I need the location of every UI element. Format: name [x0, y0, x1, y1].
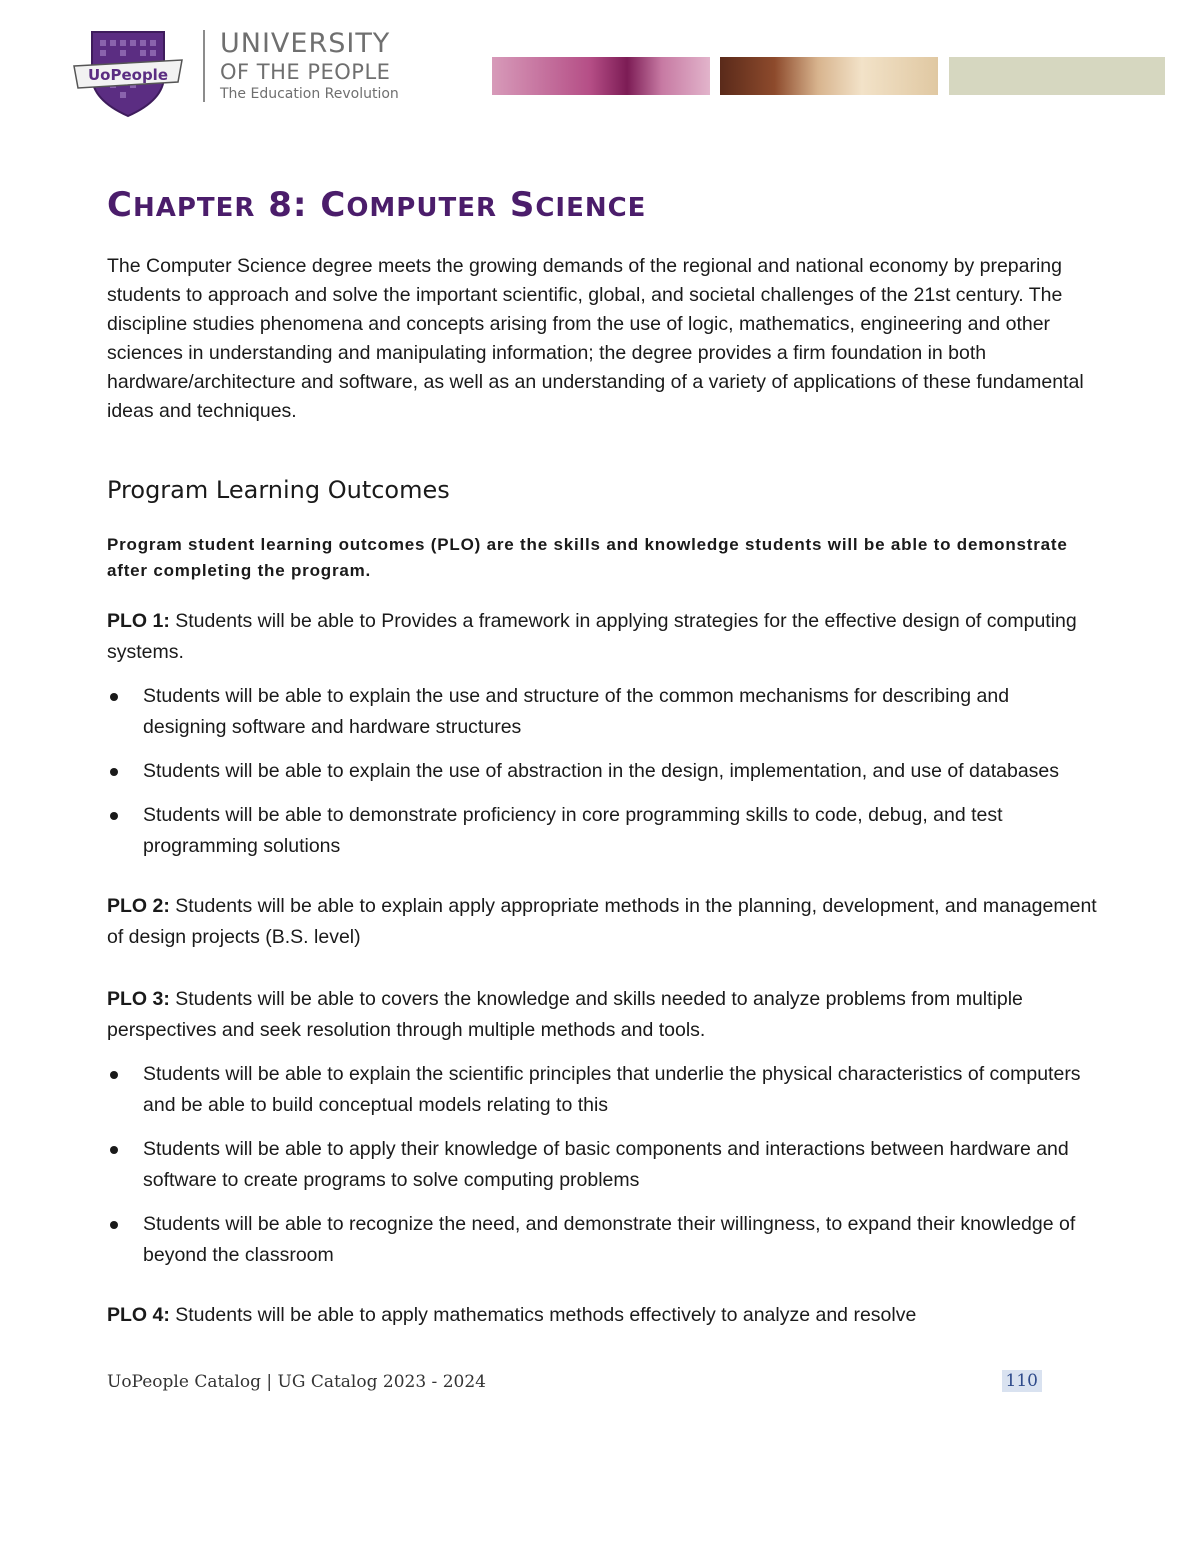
plo-3	[107, 984, 1097, 1046]
bullet-icon	[110, 812, 118, 820]
list-item: Students will be able to explain the use and structure of the common mechanisms for describing and designing software and hardware structures	[107, 681, 1097, 743]
bullet-icon	[110, 1221, 118, 1229]
logo-line-of-the-people: OF THE PEOPLE	[220, 60, 391, 84]
list-item: Students will be able to apply their knowledge of basic components and interactions between hardware and software to create programs to solve computing problems	[107, 1134, 1097, 1196]
plo-2-text: Students will be able to explain apply appropriate methods in the planning, development, and management of design projects (B.S. level)	[107, 895, 1097, 948]
plo-definition: Program student learning outcomes (PLO) are the skills and knowledge students will be able to demonstrate after completing the program.	[107, 535, 1068, 580]
page-footer	[107, 1370, 1042, 1396]
header-banner-photo-2	[720, 57, 938, 95]
footer-catalog-text: UoPeople Catalog | UG Catalog 2023 - 2024	[107, 1372, 486, 1392]
plo-3-label: PLO 3:	[107, 988, 170, 1010]
uopeople-shield-logo	[70, 26, 186, 118]
list-item: Students will be able to explain the use of abstraction in the design, implementation, and use of databases	[107, 756, 1097, 787]
list-item: Students will be able to demonstrate proficiency in core programming skills to code, debug, and test programming solutions	[107, 800, 1097, 862]
chapter-intro: The Computer Science degree meets the growing demands of the regional and national economy by preparing students to approach and solve the important scientific, global, and societal challenges of the 21st century. The discipline studies phenomena and concepts arising from the use of logic, mathematics, engineering and other sciences in understanding and manipulating information; the degree provides a firm foundation in both hardware/architecture and software, as well as an understanding of a variety of applications of these fundamental ideas and techniques.	[107, 255, 1084, 422]
bullet-icon	[110, 768, 118, 776]
list-item: Students will be able to explain the scientific principles that underlie the physical characteristics of computers and be able to build conceptual models relating to this	[107, 1059, 1097, 1121]
plo-2	[107, 891, 1097, 953]
plo-1-bullets	[107, 681, 1097, 862]
bullet-icon	[110, 1146, 118, 1154]
plo-2-label: PLO 2:	[107, 895, 170, 917]
plo-3-text: Students will be able to covers the knowledge and skills needed to analyze problems from multiple perspectives and seek resolution through multiple methods and tools.	[107, 988, 1023, 1041]
header-banner-photo-1	[492, 57, 710, 95]
plo-4-label: PLO 4:	[107, 1304, 170, 1326]
logo-line-university: UNIVERSITY	[220, 28, 391, 59]
chapter-title: CHAPTER 8: COMPUTER SCIENCE	[107, 185, 647, 225]
plo-3-bullets	[107, 1059, 1097, 1271]
plo-1-text: Students will be able to Provides a framework in applying strategies for the effective design of computing systems.	[107, 610, 1077, 663]
bullet-icon	[110, 1071, 118, 1079]
plo-1-label: PLO 1:	[107, 610, 170, 632]
plo-4-text: Students will be able to apply mathematics methods effectively to analyze and resolve	[169, 1304, 917, 1326]
section-heading-learning-outcomes: Program Learning Outcomes	[107, 476, 450, 504]
page-header	[0, 0, 1200, 120]
page-number: 110	[1002, 1370, 1042, 1392]
list-item: Students will be able to recognize the need, and demonstrate their willingness, to expand their knowledge of beyond the classroom	[107, 1209, 1097, 1271]
logo-badge-text: UoPeople	[87, 66, 169, 84]
page-content	[107, 180, 1097, 1331]
university-wordmark	[220, 28, 399, 104]
logo-tagline: The Education Revolution	[220, 86, 399, 102]
plo-1	[107, 606, 1097, 668]
plo-4	[107, 1300, 1097, 1331]
header-banner-block-3	[949, 57, 1165, 95]
logo-divider	[203, 30, 205, 102]
bullet-icon	[110, 693, 118, 701]
